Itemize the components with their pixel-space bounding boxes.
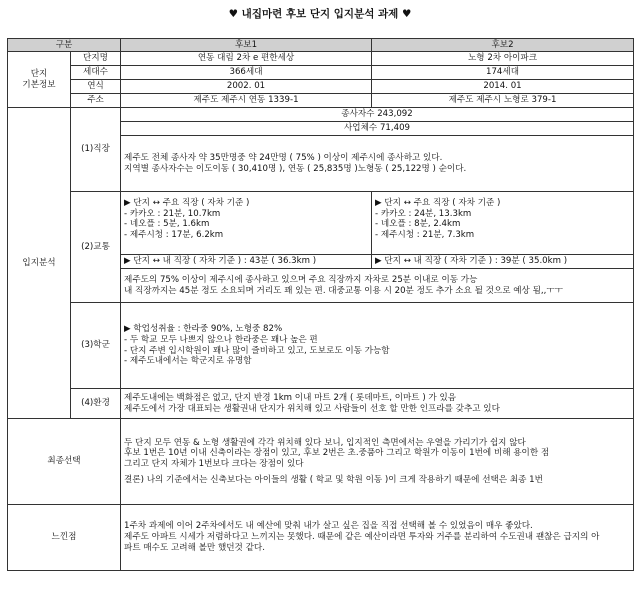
school-label: (3)학군 [71, 303, 121, 389]
row-label: 세대수 [71, 66, 121, 80]
employee-count: 종사자수 243,092 [121, 108, 634, 122]
feeling-label: 느낀점 [8, 505, 121, 571]
final-description: 두 단지 모두 연동 & 노형 생활권에 각각 위치해 있다 보니, 입지적인 측면에서는 우열을 가리기가 쉽지 않다 후보 1번은 10년 이내 신축이라는 장점이 있고, 후보 2번은 초.중품아 그리고 학원가 이동이 1번에 비해 용이한 점 그리고 단지 자체가 1번보다 크다는 장점이 있다 결론) 나의 기준에서는 신축보다는 아이들의 생활 ( 학교 및 학원 이동 )이 크게 작용하기 때문에 선택은 최종 1번 [121, 419, 634, 505]
job-description: 제주도 전체 종사자 약 35만명중 약 24만명 ( 75% ) 이상이 제주시에 종사하고 있다. 지역별 종사자수는 이도이동 ( 30,410명 ), 연동 ( 25,835명 )노형동 ( 25,122명 ) 순이다. [121, 136, 634, 192]
basic-section-label [8, 52, 71, 108]
table-row [8, 80, 634, 94]
env-label: (4)환경 [71, 389, 121, 419]
candidate2-my-commute: ▶ 단지 ↔ 내 직장 ( 자차 기준 ) : 39분 ( 35.0km ) [372, 255, 634, 269]
candidate1-transport: ▶ 단지 ↔ 주요 직장 ( 자차 기준 ) - 카카오 : 21분, 10.7km - 네오플 : 5분, 1.6km - 제주시청 : 17분, 6.2km [121, 192, 372, 255]
candidate2-households: 174세대 [372, 66, 634, 80]
table-row [8, 192, 634, 255]
header-candidate2: 후보2 [372, 39, 634, 52]
row-label: 연식 [71, 80, 121, 94]
feeling-description: 1주차 과제에 이어 2주차에서도 내 예산에 맞춰 내가 살고 싶은 집을 직접 선택해 볼 수 있었음이 매우 좋았다. 제주도 아파트 시세가 저렴하다고 느끼지는 못했다. 때문에 같은 예산이라면 투자와 거주를 분리하여 수도권내 괜찮은 급지의 아 파트 매수도 고려해 볼만 했던것 같다. [121, 505, 634, 571]
env-description: 제주도내에는 백화점은 없고, 단지 반경 1km 이내 마트 2개 ( 롯데마트, 이마트 ) 가 있음 제주도에서 가장 대표되는 생활권내 단지가 위치해 있고 사람들이 선호 할 만한 인프라를 갖추고 있다 [121, 389, 634, 419]
analysis-table [7, 38, 634, 571]
table-row [8, 303, 634, 389]
basic-section-text: 단지 기본정보 [22, 68, 56, 90]
table-row [8, 419, 634, 505]
table-header-row [8, 39, 634, 52]
candidate2-name: 노형 2차 아이파크 [372, 52, 634, 66]
candidate1-year: 2002. 01 [121, 80, 372, 94]
table-row [8, 505, 634, 571]
table-row [8, 108, 634, 122]
candidate1-name: 연동 대림 2차 e 편한세상 [121, 52, 372, 66]
page-title: ♥ 내집마련 후보 단지 입지분석 과제 ♥ [228, 8, 412, 20]
transport-label: (2)교통 [71, 192, 121, 303]
candidate1-households: 366세대 [121, 66, 372, 80]
table-row [8, 389, 634, 419]
header-candidate1: 후보1 [121, 39, 372, 52]
final-label: 최종선택 [8, 419, 121, 505]
candidate1-my-commute: ▶ 단지 ↔ 내 직장 ( 자차 기준 ) : 43분 ( 36.3km ) [121, 255, 372, 269]
row-label: 단지명 [71, 52, 121, 66]
business-count: 사업체수 71,409 [121, 122, 634, 136]
table-row [8, 52, 634, 66]
location-section-label: 입지분석 [8, 108, 71, 419]
header-category: 구분 [8, 39, 121, 52]
candidate1-address: 제주도 제주시 연동 1339-1 [121, 94, 372, 108]
row-label: 주소 [71, 94, 121, 108]
candidate2-address: 제주도 제주시 노형로 379-1 [372, 94, 634, 108]
job-label: (1)직장 [71, 108, 121, 192]
transport-description: 제주도의 75% 이상이 제주시에 종사하고 있으며 주요 직장까지 자차로 25분 이내로 이동 가능 내 직장까지는 45분 정도 소요되며 거리도 꽤 있는 편. 대중교통 이용 시 20분 정도 추가 소요 될 것으로 예상 됨,,ㅜㅜ [121, 269, 634, 303]
table-row [8, 94, 634, 108]
table-row [8, 66, 634, 80]
school-description: ▶ 학업성취율 : 한라중 90%, 노형중 82% - 두 학교 모두 나쁘지 않으나 한라중은 꽤나 높은 편 - 단지 주변 입시학원이 꽤나 많이 즐비하고 있고, 도보로도 이동 가능함 - 제주도내에서는 학군지로 유명함 [121, 303, 634, 389]
candidate2-transport: ▶ 단지 ↔ 주요 직장 ( 자차 기준 ) - 카카오 : 24분, 13.3km - 네오플 : 8분, 2.4km - 제주시청 : 21분, 7.3km [372, 192, 634, 255]
candidate2-year: 2014. 01 [372, 80, 634, 94]
